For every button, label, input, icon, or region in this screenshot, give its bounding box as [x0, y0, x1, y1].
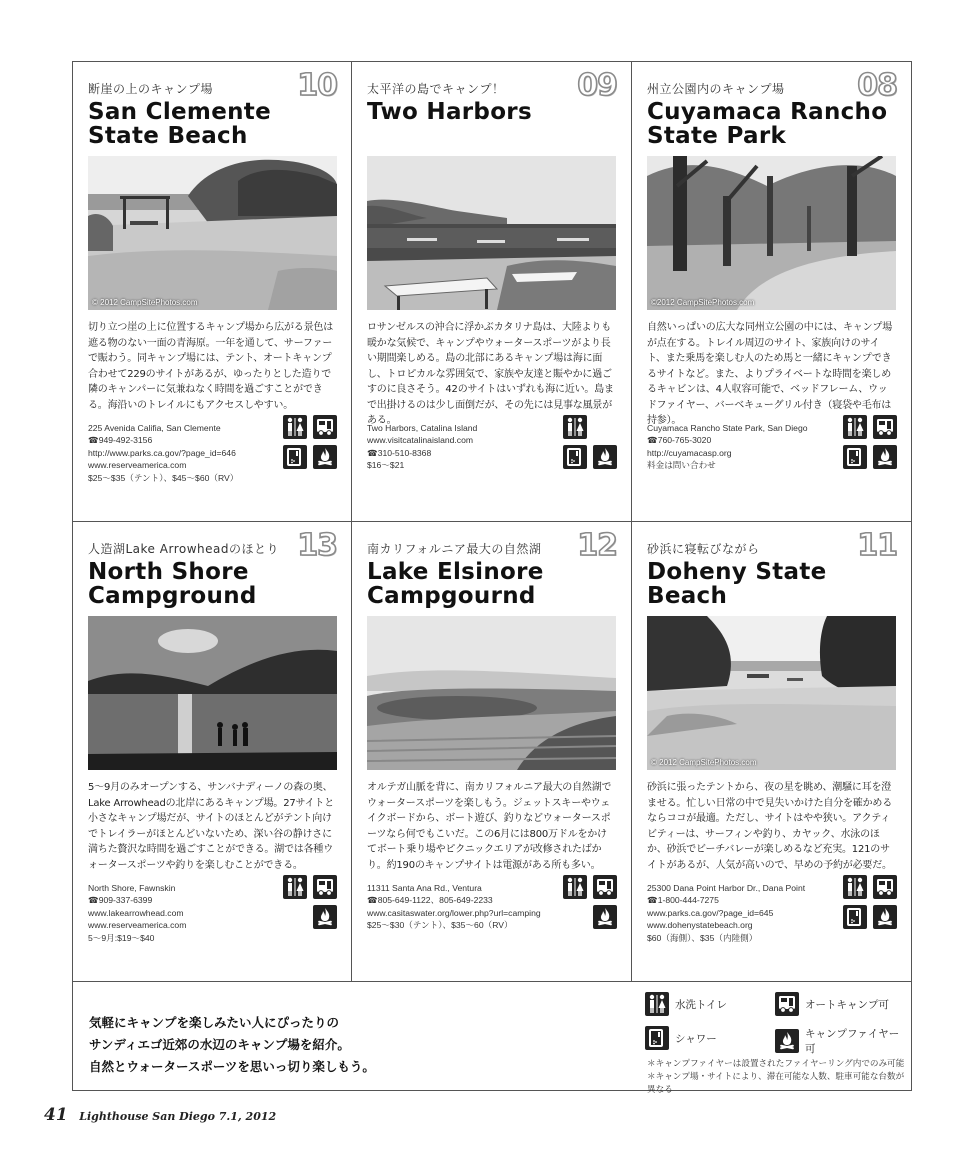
- info-url[interactable]: http://cuyamacasp.org: [647, 447, 732, 458]
- campground-photo: [367, 616, 616, 770]
- shower-icon: [283, 445, 307, 469]
- rv-icon: [313, 875, 337, 899]
- toilet-icon: [283, 415, 307, 439]
- amenity-legend: [645, 992, 907, 1062]
- card-description: 5〜9月のみオープンする、サンバナディーノの森の奥、Lake Arrowheadの北岸にあるキャンプ場。27サイトと小さなキャンプ場だが、サイトのほとんどがテント向けでトレイラーがほとんどいないため、深い谷の静けさに満ちた贅沢な時間を過ごすことができる。湖では各種ウォータースポーツや釣りを楽しむことができる。: [88, 782, 335, 871]
- card-info: [367, 882, 557, 932]
- card-info: [88, 882, 278, 944]
- card-title-line1: Cuyamaca Rancho: [647, 99, 888, 125]
- legend-label: オートキャンプ可: [805, 998, 889, 1011]
- campfire-icon: [313, 445, 337, 469]
- card-number: 08: [857, 68, 897, 103]
- info-url[interactable]: http://www.parks.ca.gov/?page_id=646: [88, 447, 236, 458]
- info-url[interactable]: www.visitcatalinaisland.com: [367, 435, 474, 446]
- campground-card-san-clemente: [73, 62, 352, 522]
- rv-icon: [873, 875, 897, 899]
- intro-line: 気軽にキャンプを楽しみたい人にぴったりの: [89, 1015, 340, 1030]
- card-description: 砂浜に張ったテントから、夜の星を眺め、潮騒に耳を澄ませる。忙しい日常の中で見失いかけた自分を確かめるならココが最適。ただし、サイトはやや狭い。アクティビティーは、サーフィンや釣り、カヤック、水泳のほか、砂浜でビーチバレーが楽しめるなど充実。121のサイトがあるが、人気が高いので、早めの予約が必要だ。: [647, 782, 892, 871]
- shower-icon: [563, 445, 587, 469]
- info-phone: ☎805-649-1122、805-649-2233: [367, 895, 493, 906]
- intro-text: [89, 1012, 375, 1078]
- photo-credit: © 2012 CampSitePhotos.com: [92, 298, 198, 307]
- card-title: [88, 100, 336, 156]
- toilet-icon: [563, 875, 587, 899]
- campground-photo: [647, 156, 896, 310]
- card-subtitle: 太平洋の島でキャンプ！: [367, 82, 505, 96]
- card-title-line1: Lake Elsinore: [367, 559, 544, 585]
- card-description: 自然いっぱいの広大な同州立公園の中には、キャンプ場が点在する。トレイル周辺のサイト、家族向けのサイト、また乗馬を楽しむ人のため馬と一緒にキャンプできるサイトなど。また、よりプライベートな時間を楽しめるキャビンは、4人収容可能で、ベッドフレーム、ウッドファイヤー、バーベキューグリル付き（寝袋や毛布は持参）。: [647, 322, 892, 426]
- rv-icon: [775, 992, 799, 1016]
- card-title: [88, 560, 336, 616]
- card-title-line1: North Shore: [88, 559, 249, 585]
- photo-credit: © 2012 CampSitePhotos.com: [651, 758, 757, 767]
- info-url[interactable]: www.reserveamerica.com: [88, 460, 187, 471]
- toilet-icon: [843, 415, 867, 439]
- rv-icon: [313, 415, 337, 439]
- legend-toilet: [645, 992, 727, 1016]
- campground-card-cuyamaca: [632, 62, 911, 522]
- shower-icon: [843, 445, 867, 469]
- info-phone: ☎760-765-3020: [647, 435, 712, 446]
- shower-icon: [843, 905, 867, 929]
- card-number: 12: [577, 528, 617, 563]
- campground-card-north-shore: [73, 522, 352, 982]
- info-phone: ☎310-510-8368: [367, 447, 432, 458]
- magazine-issue: Lighthouse San Diego 7.1, 2012: [79, 1110, 277, 1123]
- card-title: [367, 560, 616, 616]
- card-title-line1: Doheny State Beach: [647, 559, 827, 609]
- card-subtitle: 南カリフォルニア最大の自然湖: [367, 542, 542, 556]
- info-price: $16〜$21: [367, 460, 405, 471]
- campground-photo: [367, 156, 616, 310]
- info-phone: ☎909-337-6399: [88, 895, 153, 906]
- card-title-line1: Two Harbors: [367, 99, 532, 125]
- amenity-icons: [563, 875, 619, 931]
- campfire-icon: [873, 445, 897, 469]
- card-number: 09: [577, 68, 617, 103]
- card-subtitle: 断崖の上のキャンプ場: [88, 82, 214, 96]
- amenity-icons: [283, 415, 339, 471]
- card-number: 10: [297, 68, 337, 103]
- toilet-icon: [283, 875, 307, 899]
- card-description: 切り立つ崖の上に位置するキャンプ場から広がる景色は遮る物のない一面の青海原。一年を通して、サーファーで賑わう。同キャンプ場には、テント、オートキャンプ合わせて229のサイトがあるが、ゆったりとした造りで隣のキャンパーに気兼ねなく時間を過ごすことができる。海沿いのトレイルにもアクセスしやすい。: [88, 322, 333, 411]
- photo-credit: ©2012 CampSitePhotos.com: [651, 298, 755, 307]
- intro-footer: [73, 982, 911, 1095]
- card-title-line2: State Park: [647, 123, 787, 149]
- card-description: オルテガ山脈を背に、南カリフォルニア最大の自然湖でウォータースポーツを楽しもう。ジェットスキーやウェイクボードから、ボート遊び、釣りなどウォータースポーツなら何でもこいだ。この6月には800万ドルをかけてボート乗り場やピクニックエリアが改修されたばかり。約190のキャンプサイトは電源がある所も多い。: [367, 782, 612, 871]
- legend-rv: [775, 992, 889, 1016]
- page-footer: [44, 1105, 276, 1125]
- card-info: [88, 422, 278, 484]
- card-subtitle: 州立公園内のキャンプ場: [647, 82, 785, 96]
- info-price: $25〜$30（テント）、$35〜60（RV）: [367, 920, 513, 931]
- rv-icon: [593, 875, 617, 899]
- campground-photo: [88, 616, 337, 770]
- legend-label: シャワー: [675, 1032, 717, 1045]
- note: ＊キャンプファイヤーは設置されたファイヤーリング内でのみ可能: [647, 1059, 905, 1069]
- page-frame: [72, 61, 912, 1095]
- amenity-icons: [843, 415, 899, 471]
- card-title: [647, 100, 896, 156]
- campground-photo: [647, 616, 896, 770]
- amenity-icons: [283, 875, 339, 931]
- toilet-icon: [563, 415, 587, 439]
- info-url[interactable]: www.parks.ca.gov/?page_id=645: [647, 907, 774, 918]
- campfire-icon: [593, 905, 617, 929]
- info-url[interactable]: www.casitaswater.org/lower.php?url=camping: [367, 907, 541, 918]
- info-price: 5〜9月:$19〜$40: [88, 932, 155, 943]
- campground-photo: [88, 156, 337, 310]
- legend-label: 水洗トイレ: [675, 998, 727, 1011]
- legend-campfire: [775, 1026, 907, 1056]
- amenity-icons: [563, 415, 619, 471]
- info-price: $60（海側）、$35（内陸側）: [647, 932, 758, 943]
- legend-notes: [647, 1058, 911, 1097]
- campground-card-two-harbors: [352, 62, 632, 522]
- card-title-line1: San Clemente: [88, 99, 271, 125]
- shower-icon: [645, 1026, 669, 1050]
- card-title-line2: State Beach: [88, 123, 248, 149]
- info-address: 225 Avenida Califia, San Clemente: [88, 423, 221, 433]
- legend-shower: [645, 1026, 717, 1050]
- card-number: 13: [297, 528, 337, 563]
- info-address: North Shore, Fawnskin: [88, 883, 176, 893]
- info-address: Cuyamaca Rancho State Park, San Diego: [647, 423, 808, 433]
- campground-card-lake-elsinore: [352, 522, 632, 982]
- toilet-icon: [843, 875, 867, 899]
- info-address: 25300 Dana Point Harbor Dr., Dana Point: [647, 883, 806, 893]
- toilet-icon: [645, 992, 669, 1016]
- intro-line: 自然とウォータースポーツを思いっ切り楽しもう。: [89, 1059, 375, 1074]
- campfire-icon: [313, 905, 337, 929]
- legend-label: キャンプファイヤー可: [805, 1028, 900, 1055]
- card-subtitle: 砂浜に寝転びながら: [647, 542, 760, 556]
- card-description: ロサンゼルスの沖合に浮かぶカタリナ島は、大陸よりも暖かな気候で、キャンプやウォータースポーツがより長い期間楽しめる。島の北部にあるキャンプ場は海に面し、トロピカルな雰囲気で、家族や友達と賑やかに過ごすのに良さそう。42のサイトはいずれも海に近い。島まで出掛けるのは少し面倒だが、その先には見事な風景がある。: [367, 322, 614, 426]
- info-address: Two Harbors, Catalina Island: [367, 423, 478, 433]
- intro-line: サンディエゴ近郊の水辺のキャンプ場を紹介。: [89, 1037, 350, 1052]
- campground-grid: [73, 62, 911, 982]
- info-price: $25〜$35（テント）、$45〜$60（RV）: [88, 472, 239, 483]
- campfire-icon: [775, 1029, 799, 1053]
- card-title: [367, 100, 616, 156]
- page-number: 41: [44, 1105, 68, 1125]
- card-title-line2: Campgournd: [367, 583, 536, 609]
- campfire-icon: [873, 905, 897, 929]
- campfire-icon: [593, 445, 617, 469]
- info-url[interactable]: www.dohenystatebeach.org: [647, 920, 753, 931]
- amenity-icons: [843, 875, 899, 931]
- card-title-line2: Campground: [88, 583, 257, 609]
- card-info: [367, 422, 557, 472]
- card-info: [647, 882, 837, 944]
- card-title: [647, 560, 896, 616]
- info-url[interactable]: www.reserveamerica.com: [88, 920, 187, 931]
- campground-card-doheny: [632, 522, 911, 982]
- info-phone: ☎949-492-3156: [88, 435, 153, 446]
- card-info: [647, 422, 837, 472]
- note: ＊キャンプ場・サイトにより、滞在可能な人数、駐車可能な台数が異なる: [647, 1072, 905, 1095]
- card-subtitle: 人造湖Lake Arrowheadのほとり: [88, 542, 279, 556]
- info-phone: ☎1-800-444-7275: [647, 895, 719, 906]
- info-address: 11311 Santa Ana Rd., Ventura: [367, 883, 482, 893]
- info-price: 料金は問い合わせ: [647, 460, 716, 471]
- card-number: 11: [857, 528, 897, 563]
- info-url[interactable]: www.lakearrowhead.com: [88, 907, 184, 918]
- rv-icon: [873, 415, 897, 439]
